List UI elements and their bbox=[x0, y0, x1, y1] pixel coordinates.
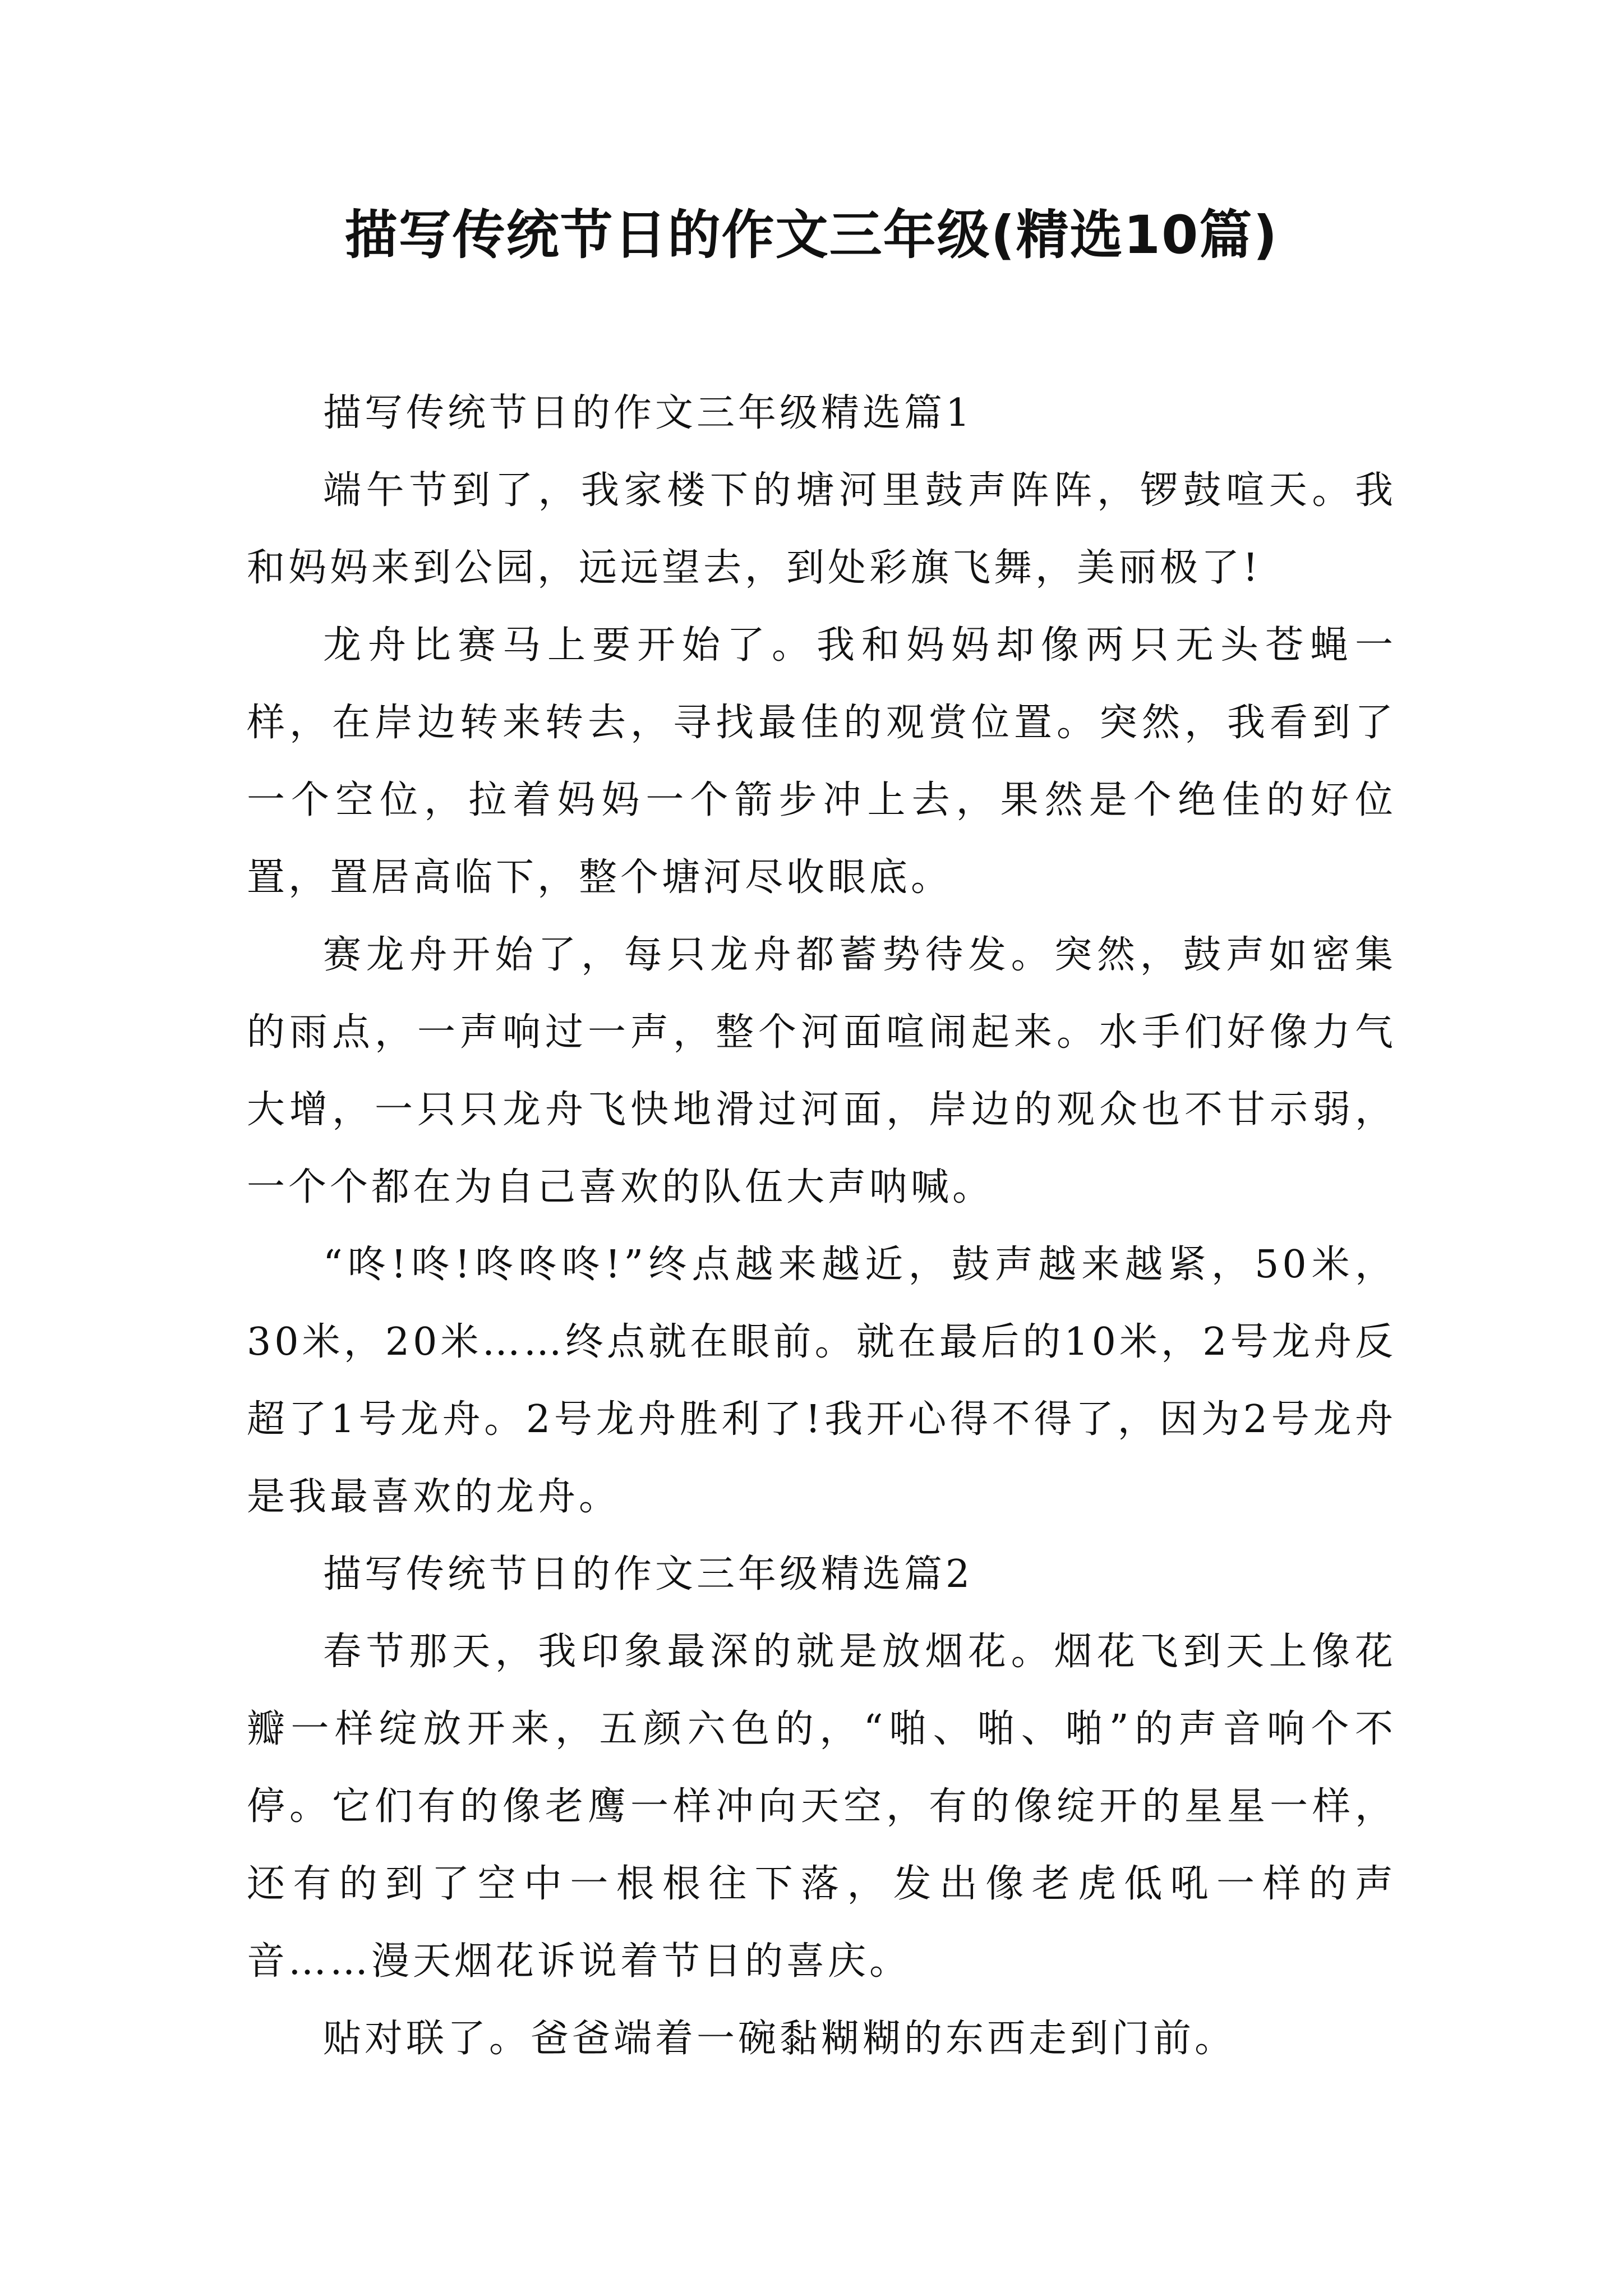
section-heading-2: 描写传统节日的作文三年级精选篇2 bbox=[323, 1552, 974, 1596]
paragraph: 春节那天，我印象最深的就是放烟花。烟花飞到天上像花瓣一样绽放开来，五颜六色的，“啪、啪、啪”的声音响个不停。它们有的像老鹰一样冲向天空，有的像绽开的星星一样，还有的到了空中一根根往下落，发出像老虎低吼一样的声音……漫天烟花诉说着节日的喜庆。 bbox=[247, 1630, 1396, 1984]
document-body bbox=[247, 375, 1396, 2078]
paragraph: 端午节到了，我家楼下的塘河里鼓声阵阵，锣鼓喧天。我和妈妈来到公园，远远望去，到处彩旗飞舞，美丽极了! bbox=[247, 468, 1396, 590]
page-title: 描写传统节日的作文三年级(精选10篇) bbox=[344, 205, 1279, 266]
paragraph: 贴对联了。爸爸端着一碗黏糊糊的东西走到门前。 bbox=[323, 2017, 1237, 2061]
paragraph: 龙舟比赛马上要开始了。我和妈妈却像两只无头苍蝇一样，在岸边转来转去，寻找最佳的观赏位置。突然，我看到了一个空位，拉着妈妈一个箭步冲上去，果然是个绝佳的好位置，置居高临下，整个塘河尽收眼底。 bbox=[247, 623, 1396, 900]
paragraph: 赛龙舟开始了，每只龙舟都蓄势待发。突然，鼓声如密集的雨点，一声响过一声，整个河面喧闹起来。水手们好像力气大增，一只只龙舟飞快地滑过河面，岸边的观众也不甘示弱，一个个都在为自己喜欢的队伍大声呐喊。 bbox=[247, 933, 1396, 1209]
section-heading-1: 描写传统节日的作文三年级精选篇1 bbox=[323, 391, 974, 435]
paragraph: “咚!咚!咚咚咚!”终点越来越近，鼓声越来越紧，50米，30米，20米……终点就在眼前。就在最后的10米，2号龙舟反超了1号龙舟。2号龙舟胜利了!我开心得不得了，因为2号龙舟是我最喜欢的龙舟。 bbox=[247, 1243, 1396, 1519]
